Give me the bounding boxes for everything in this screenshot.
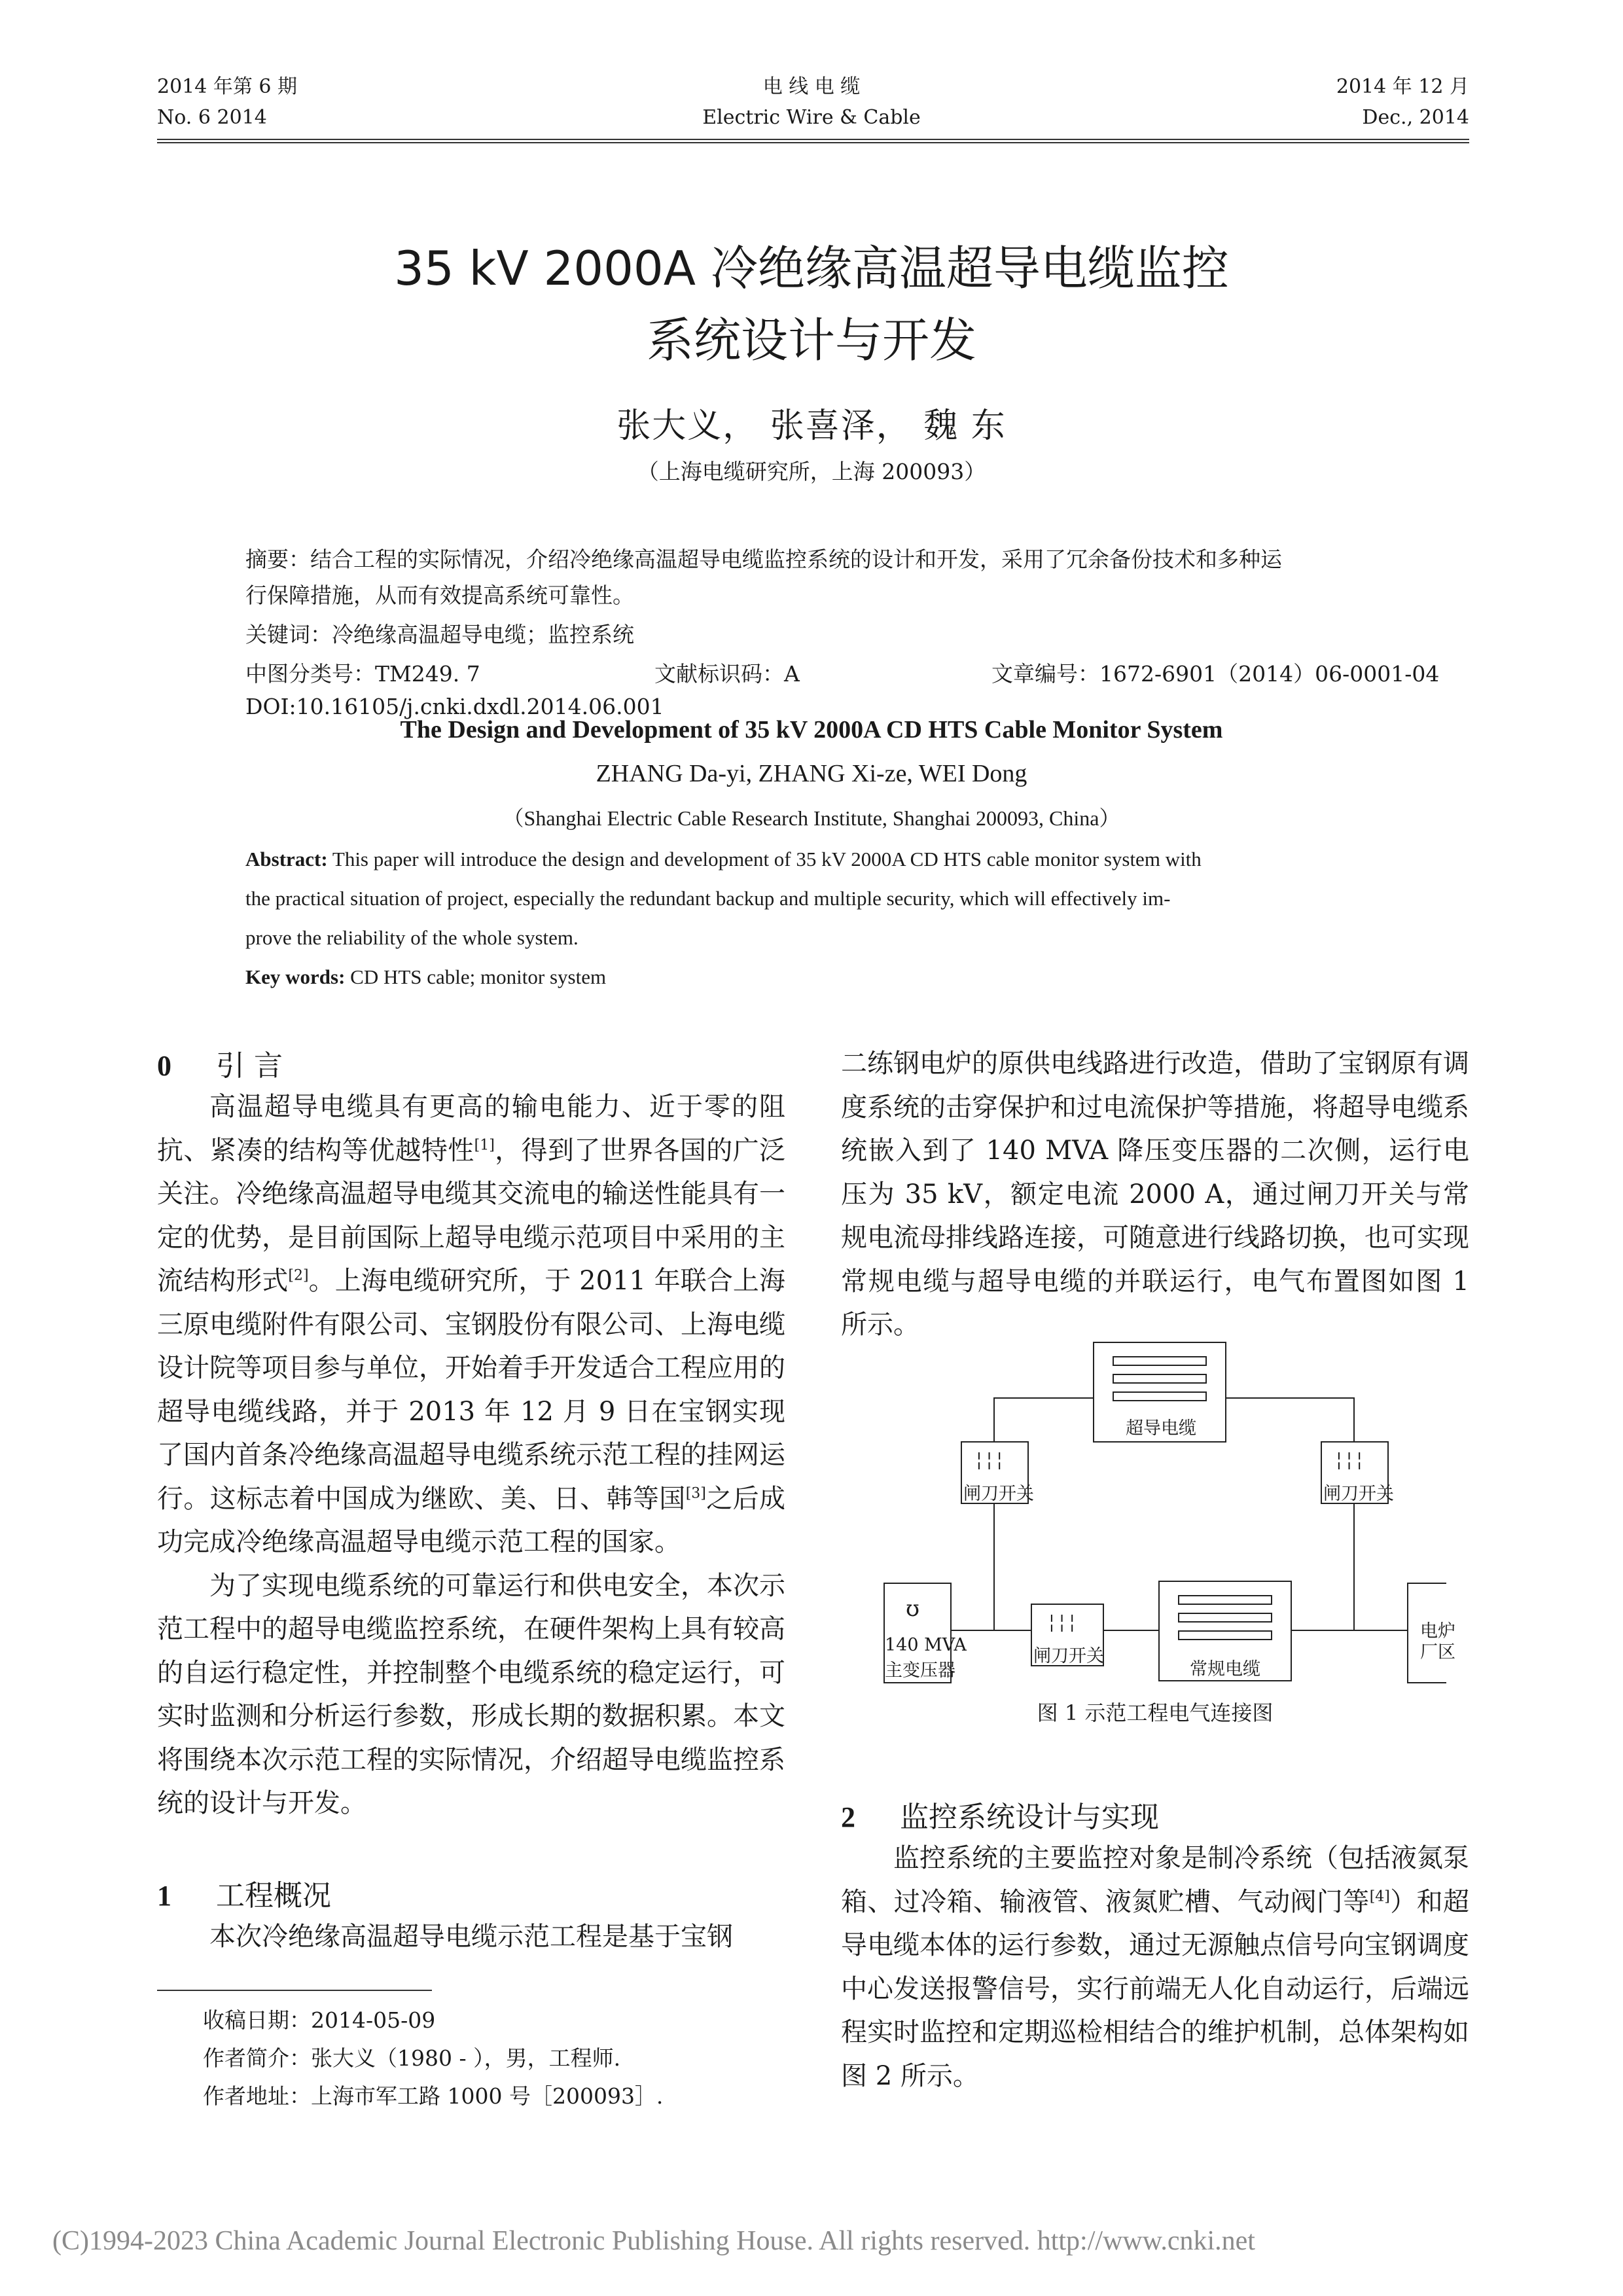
footnote-bio: 作者简介：张大义（1980 - ），男，工程师. [203, 2045, 621, 2071]
section-1-title: 工程概况 [216, 1879, 331, 1912]
section-2-heading [841, 1793, 1159, 1835]
transformer-icon: ʊ [906, 1596, 920, 1622]
header-journal-cn: 电 线 电 缆 [762, 75, 861, 98]
wire [993, 1397, 995, 1442]
section-1-heading [157, 1872, 331, 1914]
cable-bar-icon [1178, 1595, 1272, 1605]
doi: DOI:10.16105/j.cnki.dxdl.2014.06.001 [245, 694, 664, 719]
section-2-number: 2 [841, 1801, 855, 1833]
ref-4: [4] [1369, 1888, 1390, 1905]
abstract-en-line2: the practical situation of project, especially the redundant backup and multiple security, which will effectively im- [245, 887, 1171, 910]
label-transformer-line2: 主变压器 [885, 1660, 955, 1681]
text-run: 之后成功完成冷绝缘高温超导电缆示范工程的国家。 [157, 1483, 786, 1557]
section-0-title: 引 言 [216, 1049, 283, 1083]
cable-bar-icon [1113, 1374, 1207, 1384]
footnote-address: 作者地址：上海市军工路 1000 号［200093］. [203, 2083, 664, 2109]
keywords-en-text: CD HTS cable; monitor system [345, 965, 607, 988]
cable-bar-icon [1178, 1613, 1272, 1623]
wire [1353, 1502, 1355, 1630]
copyright-footer: (C)1994-2023 China Academic Journal Electronic Publishing House. All rights reserved. http://www.cnki.net [52, 2226, 1255, 2256]
header-rule-thin [157, 142, 1469, 143]
header-date-cn: 2014 年 12 月 [1336, 75, 1469, 98]
keywords-en [245, 958, 606, 997]
section-0-body [157, 1085, 785, 1825]
title-line1: 35 kV 2000A 冷绝缘高温超导电缆监控 [394, 241, 1229, 296]
keywords-cn: 关键词：冷绝缘高温超导电缆；监控系统 [245, 622, 634, 647]
text-run: 。上海电缆研究所，于 2011 年联合上海三原电缆附件有限公司、宝钢股份有限公司、上海电缆设计院等项目参与单位，开始着手开发适合工程应用的超导电缆线路，并于 2013 年 12 月 9 日在宝钢实现了国内首条冷绝缘高温超导电缆系统示范工程的挂网运行。这标志着中国成为继欧、美、日、韩等国 [157, 1266, 786, 1514]
figure-1-caption: 图 1 示范工程电气连接图 [1037, 1700, 1274, 1725]
wire [993, 1502, 995, 1630]
text-run: ）和超导电缆本体的运行参数，通过无源触点信号向宝钢调度中心发送报警信号，实行前端无人化自动运行，后端远程实时监控和定期巡检相结合的维护机制，总体架构如图 2 所示。 [841, 1886, 1470, 2091]
section-0-paragraph-2: 为了实现电缆系统的可靠运行和供电安全，本次示范工程中的超导电缆监控系统，在硬件架构上具有较高的自运行稳定性，并控制整个电缆系统的稳定运行，可实时监测和分析运行参数，形成长期的数据积累。本文将围绕本次示范工程的实际情况，介绍超导电缆监控系统的设计与开发。 [157, 1570, 785, 1818]
wire [1394, 1630, 1407, 1631]
clc-number: 中图分类号：TM249. 7 [245, 661, 480, 687]
header-date-en: Dec., 2014 [1362, 106, 1469, 129]
label-transformer-line1: 140 MVA [885, 1635, 967, 1655]
abstract-cn-line2: 行保障措施，从而有效提高系统可靠性。 [245, 583, 634, 608]
section-2-body [841, 1837, 1469, 2098]
switch-icon: ╎╎╎ [1334, 1452, 1364, 1471]
affiliation-en: （Shanghai Electric Cable Research Institute, Shanghai 200093, China） [503, 806, 1120, 830]
label-sc-cable: 超导电缆 [1126, 1418, 1196, 1439]
cable-bar-icon [1113, 1391, 1207, 1401]
section-1-body [157, 1915, 785, 1959]
affiliation-cn: （上海电缆研究所，上海 200093） [637, 459, 986, 484]
article-number: 文章编号：1672-6901（2014）06-0001-04 [991, 661, 1440, 687]
wire [1224, 1397, 1355, 1399]
switch-icon: ╎╎╎ [1046, 1614, 1077, 1634]
right-paragraph-1: 二练钢电炉的原供电线路进行改造，借助了宝钢原有调度系统的击穿保护和过电流保护等措施，将超导电缆系统嵌入到了 140 MVA 降压变压器的二次侧，运行电压为 35 kV，额定电流 2000 A，通过闸刀开关与常规电流母排线路连接，可随意进行线路切换，也可实现常规电缆与超导电缆的并联运行，电气布置图如图 1 所示。 [841, 1049, 1469, 1340]
section-2-paragraph-1 [841, 1837, 1469, 2098]
label-furnace-line1: 电炉 [1420, 1621, 1455, 1641]
label-switch-right: 闸刀开关 [1323, 1484, 1394, 1504]
wire [1353, 1397, 1355, 1442]
footnote-rule [157, 1990, 432, 1991]
keywords-en-label: Key words: [245, 965, 346, 988]
header-journal-en: Electric Wire & Cable [702, 106, 921, 129]
authors-cn: 张大义， 张喜泽， 魏 东 [616, 406, 1007, 446]
authors-en: ZHANG Da-yi, ZHANG Xi-ze, WEI Dong [596, 760, 1027, 787]
section-1-paragraph-1: 本次冷绝缘高温超导电缆示范工程是基于宝钢 [209, 1922, 733, 1952]
section-0-paragraph-1 [157, 1085, 785, 1564]
ref-3: [3] [685, 1485, 706, 1502]
label-normal-cable: 常规电缆 [1190, 1659, 1260, 1679]
abstract-en-text1: This paper will introduce the design and development of 35 kV 2000A CD HTS cable monitor system with [327, 848, 1202, 870]
abstract-en-label: Abstract: [245, 848, 328, 870]
section-0-number: 0 [157, 1050, 171, 1082]
cable-bar-icon [1113, 1356, 1207, 1366]
label-switch-left: 闸刀开关 [963, 1484, 1034, 1504]
label-switch-bottom: 闸刀开关 [1033, 1646, 1104, 1666]
cable-bar-icon [1178, 1630, 1272, 1640]
label-furnace-line2: 厂区 [1420, 1642, 1455, 1662]
section-2-title: 监控系统设计与实现 [900, 1801, 1159, 1834]
right-column-body [841, 1042, 1469, 1347]
text-run: ，得到了世界各国的广泛关注。冷绝缘高温超导电缆其交流电的输送性能具有一定的优势，是目前国际上超导电缆示范项目中采用的主流结构形式 [157, 1135, 786, 1296]
section-0-heading [157, 1042, 283, 1084]
figure-1 [883, 1342, 1455, 1682]
footnote-received: 收稿日期：2014-05-09 [203, 2007, 436, 2033]
header-issue-cn: 2014 年第 6 期 [157, 75, 298, 98]
abstract-cn-line1: 摘要：结合工程的实际情况，介绍冷绝缘高温超导电缆监控系统的设计和开发，采用了冗余备份技术和多种运 [245, 547, 1282, 572]
header-issue-en: No. 6 2014 [157, 106, 267, 129]
section-1-number: 1 [157, 1880, 171, 1912]
switch-icon: ╎╎╎ [974, 1452, 1005, 1471]
abstract-en-line1 [245, 840, 1397, 879]
title-line2: 系统设计与开发 [646, 313, 976, 368]
text-run: 高温超导电缆具有更高的输电能力、近于零的阻抗、紧凑的结构等优越特性 [157, 1092, 785, 1166]
title-en: The Design and Development of 35 kV 2000A CD HTS Cable Monitor System [400, 716, 1223, 744]
abstract-en-line3: prove the reliability of the whole system. [245, 926, 579, 949]
header-rule [157, 139, 1469, 140]
ref-1: [1] [474, 1137, 495, 1154]
document-code: 文献标识码：A [654, 661, 800, 687]
text-run: 监控系统的主要监控对象是制冷系统（包括液氮泵箱、过冷箱、输液管、液氮贮槽、气动阀门等 [841, 1843, 1469, 1917]
ref-2: [2] [288, 1267, 309, 1284]
